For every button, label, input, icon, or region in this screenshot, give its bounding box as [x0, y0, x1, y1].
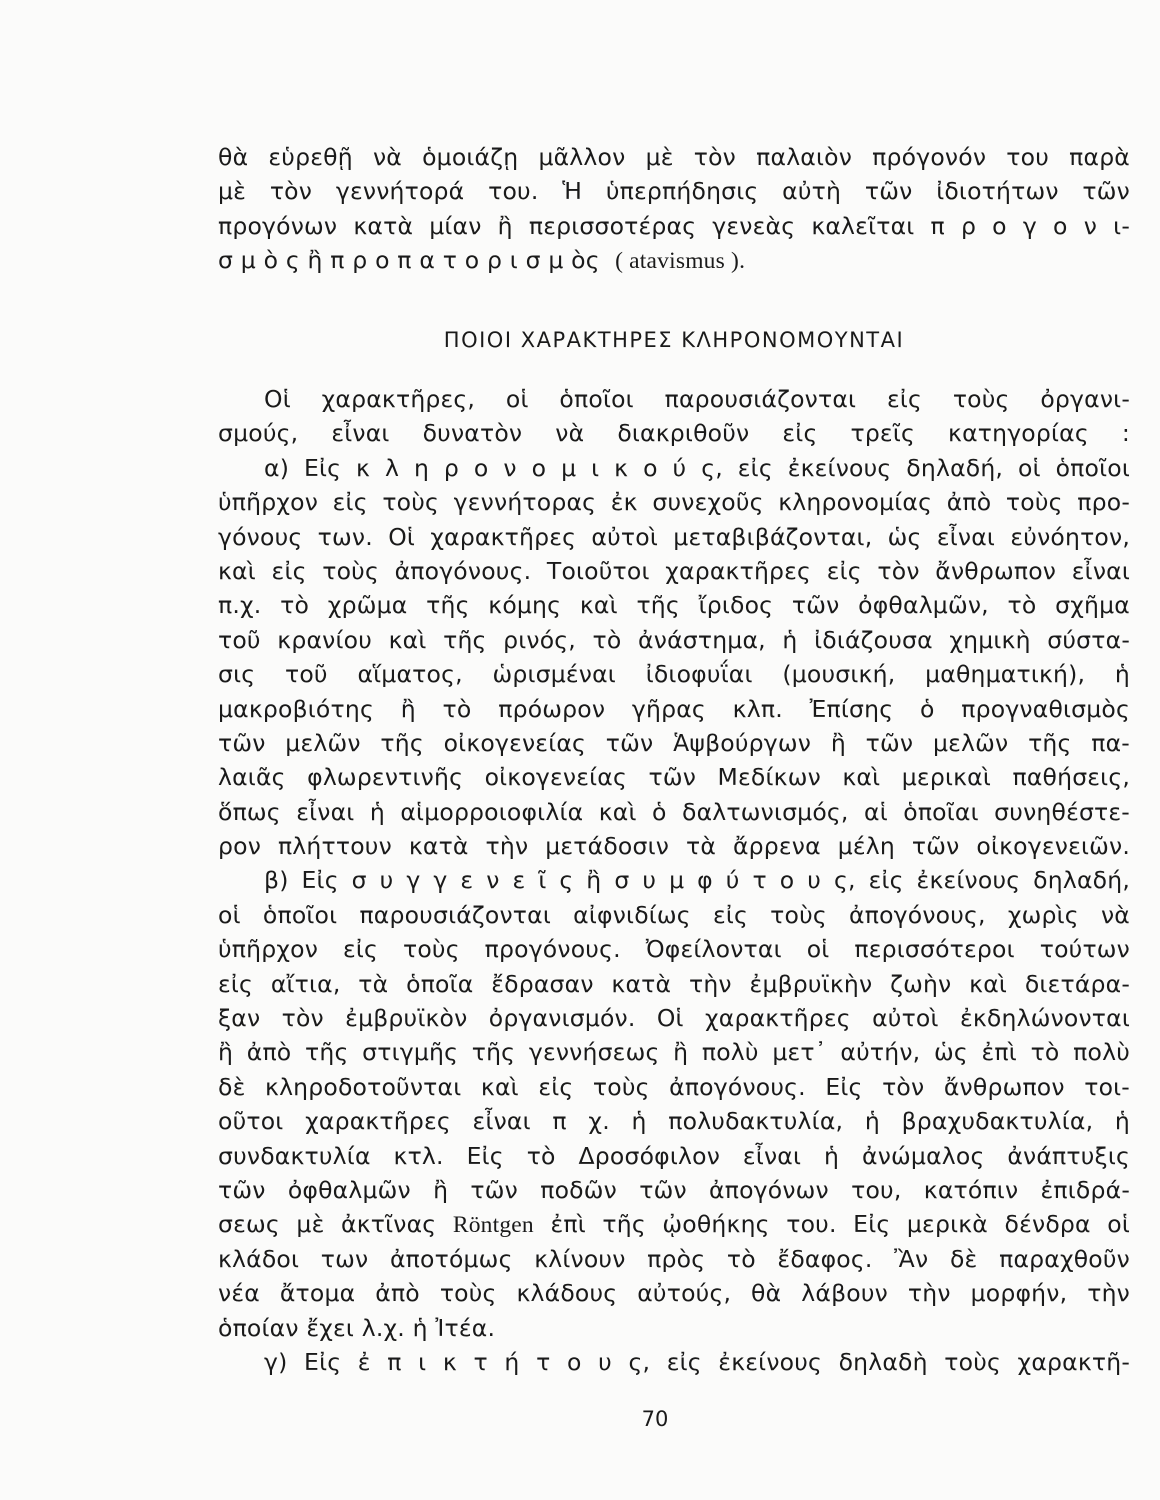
text-line: Οἱ χαρακτῆρες, οἱ ὁποῖοι παρουσιάζονται εἰς τοὺς ὀργανι- — [264, 385, 1130, 413]
text-line: ὁποίαν ἔχει λ.χ. ἡ Ἰτέα. — [218, 1313, 496, 1342]
text-line: οῦτοι χαρακτῆρες εἶναι π χ. ἡ πολυδακτυλία, ἡ βραχυδακτυλία, ἡ — [218, 1107, 1130, 1136]
text-line: ὑπῆρχον εἰς τοὺς γεννήτορας ἐκ συνεχοῦς κληρονομίας ἀπὸ τοὺς προ- — [218, 488, 1130, 517]
text-line: ὅπως εἶναι ἡ αἱμορροιοφιλία καὶ ὁ δαλτωνισμός, αἱ ὁποῖαι συνηθέστε- — [218, 797, 1130, 826]
text-line: προγόνων κατὰ μίαν ἢ περισσοτέρας γενεὰς καλεῖται π ρ ο γ ο ν ι- — [218, 211, 1130, 240]
text-line: δὲ κληροδοτοῦνται καὶ εἰς τοὺς ἀπογόνους. Εἰς τὸν ἄνθρωπον τοι- — [218, 1072, 1130, 1101]
text-line: σμούς, εἶναι δυνατὸν νὰ διακριθοῦν εἰς τρεῖς κατηγορίας : — [218, 419, 1130, 448]
page-number: 70 — [641, 1407, 669, 1431]
text-line: ξαν τὸν ἐμβρυϊκὸν ὀργανισμόν. Οἱ χαρακτῆρες αὐτοὶ ἐκδηλώνονται — [218, 1004, 1130, 1033]
intro-paragraph — [218, 140, 1130, 278]
text-line: τοῦ κρανίου καὶ τῆς ρινός, τὸ ἀνάστημα, ἡ ἰδιάζουσα χημικὴ σύστα- — [218, 625, 1130, 654]
text-line: σις τοῦ αἵματος, ὡρισμέναι ἰδιοφυΐαι (μουσική, μαθηματική), ἡ — [218, 660, 1130, 689]
text-line: μὲ τὸν γεννήτορά του. Ἡ ὑπερπήδησις αὐτὴ τῶν ἰδιοτήτων τῶν — [218, 177, 1130, 206]
text-line: γόνους των. Οἱ χαρακτῆρες αὐτοὶ μεταβιβάζονται, ὡς εἶναι εὐνόητον, — [218, 522, 1130, 551]
text-line: γ) Εἰς ἐ π ι κ τ ή τ ο υ ς, εἰς ἐκείνους δηλαδὴ τοὺς χαρακτῆ- — [264, 1347, 1130, 1376]
text-line — [218, 1207, 1130, 1241]
text-line: μακροβιότης ἢ τὸ πρόωρον γῆρας κλπ. Ἐπίσης ὁ προγναθισμὸς — [218, 694, 1130, 723]
latin-term: ( atavismus ). — [615, 248, 746, 275]
text-line: καὶ εἰς τοὺς ἀπογόνους. Τοιοῦτοι χαρακτῆρες εἰς τὸν ἄνθρωπον εἶναι — [218, 556, 1130, 585]
text-line: κλάδοι των ἀποτόμως κλίνουν πρὸς τὸ ἔδαφος. Ἂν δὲ παραχθοῦν — [218, 1244, 1130, 1273]
text-line: οἱ ὁποῖοι παρουσιάζονται αἰφνιδίως εἰς τοὺς ἀπογόνους, χωρὶς νὰ — [218, 900, 1130, 929]
text-line: π.χ. τὸ χρῶμα τῆς κόμης καὶ τῆς ἴριδος τῶν ὀφθαλμῶν, τὸ σχῆμα — [218, 591, 1130, 620]
text-line: λαιᾶς φλωρεντινῆς οἰκογενείας τῶν Μεδίκων καὶ μερικαὶ παθήσεις, — [218, 763, 1130, 792]
text-line: θὰ εὑρεθῇ νὰ ὁμοιάζῃ μᾶλλον μὲ τὸν παλαιὸν πρόγονόν του παρὰ — [218, 143, 1130, 171]
text-line: ρον πλήττουν κατὰ τὴν μετάδοσιν τὰ ἄρρενα μέλη τῶν οἰκογενειῶν. — [218, 832, 1130, 861]
text-span: σ μ ὸ ς ἢ π ρ ο π α τ ο ρ ι σ μ ὸς — [218, 246, 600, 275]
text-line: νέα ἄτομα ἀπὸ τοὺς κλάδους αὐτούς, θὰ λάβουν τὴν μορφήν, τὴν — [218, 1279, 1130, 1308]
text-span: σεως μὲ ἀκτῖνας — [218, 1210, 437, 1239]
text-line: ὑπῆρχον εἰς τοὺς προγόνους. Ὀφείλονται οἱ περισσότεροι τούτων — [218, 935, 1130, 964]
text-span: ἐπὶ τῆς ᾠοθήκης του. Εἰς μερικὰ δένδρα οἱ — [550, 1210, 1131, 1239]
section-heading: ΠΟΙΟΙ ΧΑΡΑΚΤΗΡΕΣ ΚΛΗΡΟΝΟΜΟΥΝΤΑΙ — [443, 328, 905, 352]
text-line: τῶν μελῶν τῆς οἰκογενείας τῶν Ἁψβούργων ἢ τῶν μελῶν τῆς πα- — [218, 728, 1130, 757]
body-text — [218, 382, 1130, 1379]
text-line: συνδακτυλία κτλ. Εἰς τὸ Δροσόφιλον εἶναι ἡ ἀνώμαλος ἀνάπτυξις — [218, 1141, 1130, 1170]
text-line: εἰς αἴτια, τὰ ὁποῖα ἔδρασαν κατὰ τὴν ἐμβρυϊκὴν ζωὴν καὶ διετάρα- — [218, 969, 1130, 998]
text-line — [218, 243, 1130, 277]
text-line: ἢ ἀπὸ τῆς στιγμῆς τῆς γεννήσεως ἢ πολὺ μετ᾽ αὐτήν, ὡς ἐπὶ τὸ πολὺ — [218, 1038, 1130, 1067]
latin-term: Röntgen — [452, 1212, 534, 1239]
text-line: α) Εἰς κ λ η ρ ο ν ο μ ι κ ο ύ ς, εἰς ἐκείνους δηλαδή, οἱ ὁποῖοι — [264, 453, 1130, 482]
text-line: τῶν ὀφθαλμῶν ἢ τῶν ποδῶν τῶν ἀπογόνων του, κατόπιν ἐπιδρά- — [218, 1175, 1130, 1204]
text-line: β) Εἰς σ υ γ γ ε ν ε ῖ ς ἢ σ υ μ φ ύ τ ο υ ς, εἰς ἐκείνους δηλαδή, — [264, 866, 1130, 895]
